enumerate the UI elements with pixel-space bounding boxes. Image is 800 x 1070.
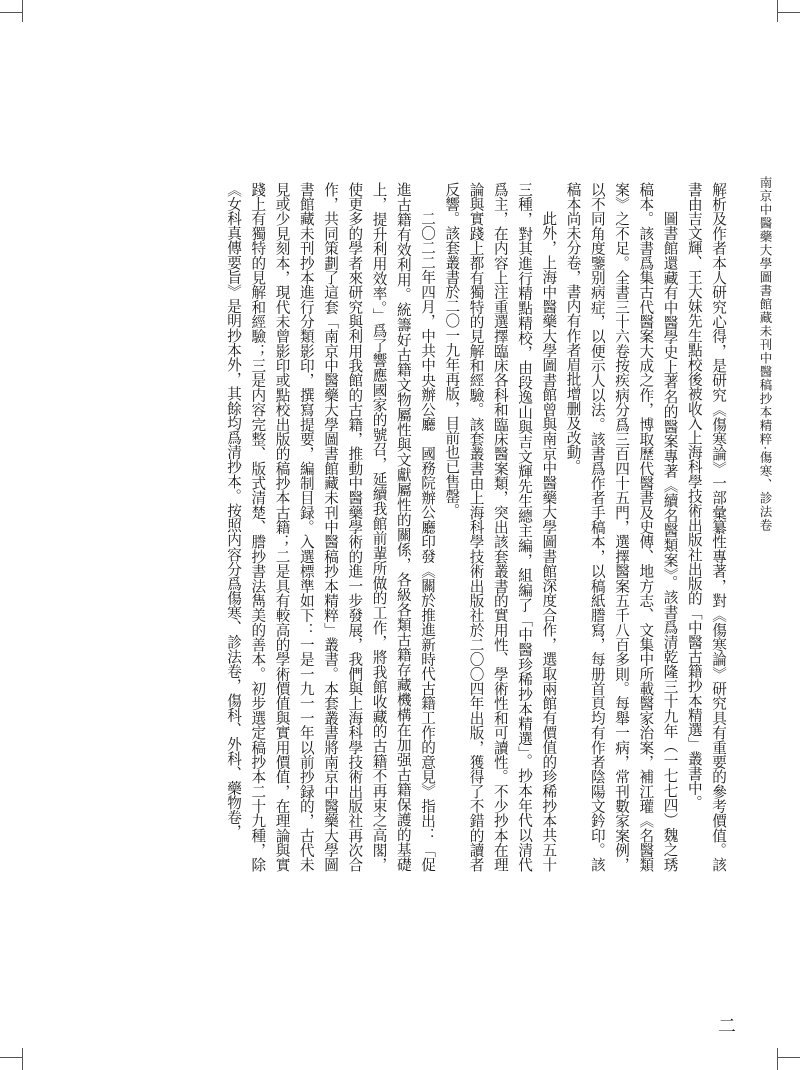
- crop-mark-bottom-right-h: [778, 1057, 800, 1058]
- page-number: 二: [718, 1016, 736, 1037]
- crop-mark-bottom-left-v: [22, 1048, 23, 1070]
- crop-mark-bottom-right-v: [777, 1048, 778, 1070]
- paragraph-3: 此外，上海中醫藥大學圖書館曾與南京中醫藥大學圖書館深度合作，選取兩館有價值的珍稀抄本共五十三種，對其進行精點精校，由段逸山與吉文輝先生總主編，組編了「中醫珍稀抄本精選」。抄本年代以清代爲主，在内容上注重選擇臨床各科和臨床醫案類，突出該套叢書的實用性、學術性和可讀性。不少抄本在理論與實踐上都有獨特的見解和經驗。該套叢書由上海科學技術出版社於二〇〇四年出版，獲得了不錯的讀者反響。該套叢書於二〇一九年再版，目前也已售罄。: [443, 182, 558, 872]
- running-header: 南京中醫藥大學圖書館藏未刊中醫稿抄本精粹·傷寒、診法卷: [758, 176, 773, 532]
- paragraph-2: 圖書館還藏有中醫學史上著名的醫案專著《續名醫類案》。該書爲清乾隆三十九年（一七七四）魏之琇稿本。該書爲集古代醫案大成之作，博取歷代醫書及史傳、地方志、文集中所載醫家治案，補江瓘《名醫類案》之不足。全書三十六卷按疾病分爲三百四十五門，選擇醫案五千八百多則。每舉一病，常刊數家案例，以不同角度鑒别病症，以便示人以法。該書爲作者手稿本，以稿紙謄寫，每册首頁均有作者陰陽文鈐印。該稿本尚未分卷，書内有作者眉批增删及改動。: [564, 182, 679, 872]
- body-text: [150, 182, 730, 872]
- crop-mark-top-left-v: [22, 0, 23, 22]
- crop-mark-bottom-left-h: [0, 1057, 22, 1058]
- paragraph-4: 二〇二二年四月，中共中央辦公廳 國務院辦公廳印發《關於推進新時代古籍工作的意見》指出：「促進古籍有效利用。統籌好古籍文物屬性與文獻屬性的關係，各級各類古籍存藏機構在加强古籍保護的基礎上，提升利用效率。」爲了響應國家的號召，延續我館前輩所做的工作，將我館收藏的古籍不再束之高閣，使更多的學者來研究與利用我館的古籍，推動中醫藥學術的進一步發展，我們與上海科學技術出版社再次合作，共同策劃了這套「南京中醫藥大學圖書館藏未刊中醫稿抄本精粹」叢書。本套叢書將南京中醫藥大學圖書館藏未刊抄本進行分類影印，撰寫提要，編制目録。入選標準如下：一是一九一一年以前抄録的，古代未見或少見刻本，現代未曾影印或點校出版的稿抄本古籍；二是具有較高的學術價值與實用價值，在理論與實踐上有獨特的見解和經驗；三是内容完整、版式清楚、謄抄書法雋美的善本。初步選定稿抄本二十九種，除《女科真傳要旨》是明抄本外，其餘均爲清抄本。按照内容分爲傷寒、診法卷，傷科、外科、藥物卷，: [225, 182, 436, 872]
- crop-mark-top-right-v: [777, 0, 778, 22]
- crop-mark-top-left-h: [0, 12, 22, 13]
- paragraph-1: 解析及作者本人研究心得，是研究《傷寒論》一部彙纂性專著，對《傷寒論》研究具有重要的參考價值。該書由吉文輝、王大妹先生點校後被收入上海科學技術出版社出版的「中醫古籍抄本精選」叢書中。: [685, 182, 727, 872]
- crop-mark-top-right-h: [778, 12, 800, 13]
